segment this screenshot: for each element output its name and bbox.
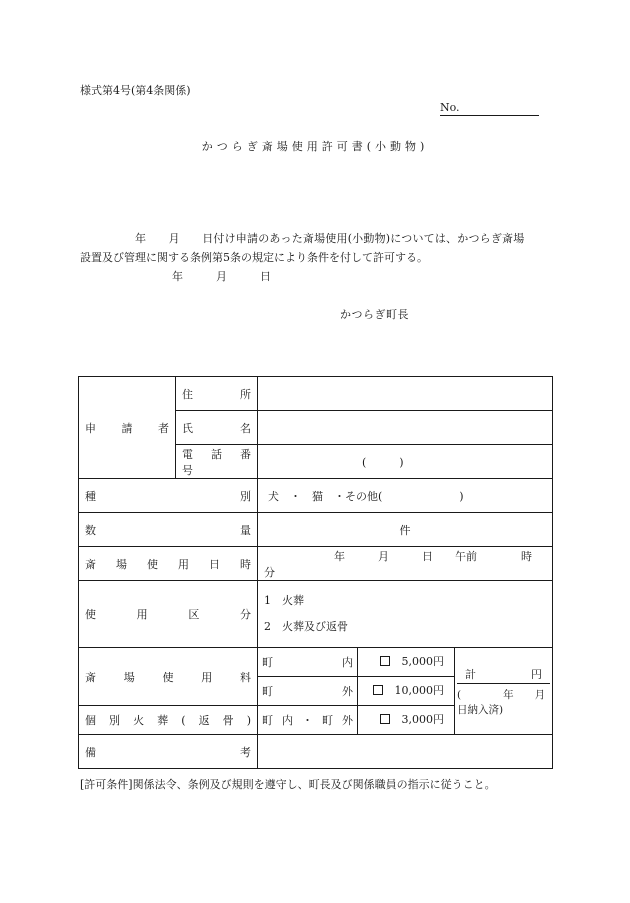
- document-number-field: No.: [440, 101, 539, 116]
- kind-field[interactable]: [258, 479, 553, 513]
- fee-total-unit: 円: [531, 667, 542, 681]
- fee-out-town[interactable]: [358, 677, 454, 706]
- document-title: かつらぎ斎場使用許可書(小動物): [201, 140, 429, 153]
- fee-area-in-town: 町 内: [258, 648, 358, 677]
- name-field[interactable]: [258, 411, 553, 445]
- fee-individual-amount: 3,000円: [401, 713, 444, 726]
- fee-individual[interactable]: [358, 706, 454, 734]
- issue-date: 年 月 日: [172, 270, 271, 283]
- quantity-label: 数 量: [79, 513, 258, 547]
- usage-option-cremation-return[interactable]: 2 火葬及び返骨: [264, 620, 348, 633]
- fee-total-line[interactable]: [457, 666, 550, 684]
- fee-area-out-town: 町 外: [258, 677, 358, 706]
- fee-out-town-checkbox[interactable]: [373, 685, 383, 695]
- fee-out-town-amount: 10,000円: [394, 684, 444, 697]
- fee-total-cell: [358, 648, 567, 735]
- fee-amount-column: [358, 648, 455, 734]
- permit-statement: [80, 229, 560, 267]
- permit-details-table: [78, 376, 576, 769]
- datetime-label: 斎場使用日時: [79, 547, 258, 581]
- fee-label: 斎 場 使 用 料: [79, 648, 258, 706]
- phone-label: 電 話 番 号: [176, 445, 258, 479]
- fee-paid-date: ( 年 月 日納入済): [457, 688, 567, 716]
- quantity-field[interactable]: [258, 513, 553, 547]
- fee-in-town-amount: 5,000円: [401, 655, 444, 668]
- individual-area: 町内・町外: [258, 706, 358, 735]
- permit-statement-line-1: 年 月 日付け申請のあった斎場使用(小動物)については、かつらぎ斎場: [135, 232, 525, 245]
- usage-label: 使 用 区 分: [79, 581, 258, 648]
- quantity-unit: 件: [399, 523, 411, 537]
- kind-value: 犬 ・ 猫 ・その他( ): [268, 489, 464, 503]
- datetime-value: 年 月 日 午前 時 分: [264, 549, 576, 579]
- issuer-mayor: かつらぎ町長: [340, 308, 409, 321]
- form-number: 様式第4号(第4条関係): [80, 84, 191, 97]
- permit-conditions: [許可条件]関係法令、条例及び規則を遵守し、町長及び関係職員の指示に従うこと。: [80, 778, 496, 791]
- phone-field[interactable]: [258, 445, 553, 479]
- address-label: 住 所: [176, 377, 258, 411]
- datetime-field[interactable]: [258, 547, 576, 581]
- applicant-label: 申 請 者: [79, 377, 176, 479]
- fee-total-area: [455, 648, 567, 734]
- fee-in-town-checkbox[interactable]: [380, 656, 390, 666]
- individual-cremation-label: 個別火葬(返骨): [79, 706, 258, 735]
- remarks-field[interactable]: [258, 735, 553, 769]
- address-field[interactable]: [258, 377, 553, 411]
- name-label: 氏 名: [176, 411, 258, 445]
- kind-label: 種 別: [79, 479, 258, 513]
- fee-in-town[interactable]: [358, 648, 454, 677]
- usage-field[interactable]: [258, 581, 553, 648]
- fee-total-label: 計: [465, 667, 476, 681]
- remarks-label: 備 考: [79, 735, 258, 769]
- fee-individual-checkbox[interactable]: [380, 714, 390, 724]
- permit-statement-line-2: 設置及び管理に関する条例第5条の規定により条件を付して許可する。: [80, 251, 428, 264]
- usage-option-cremation[interactable]: 1 火葬: [264, 594, 304, 607]
- phone-value: ( ): [362, 455, 404, 469]
